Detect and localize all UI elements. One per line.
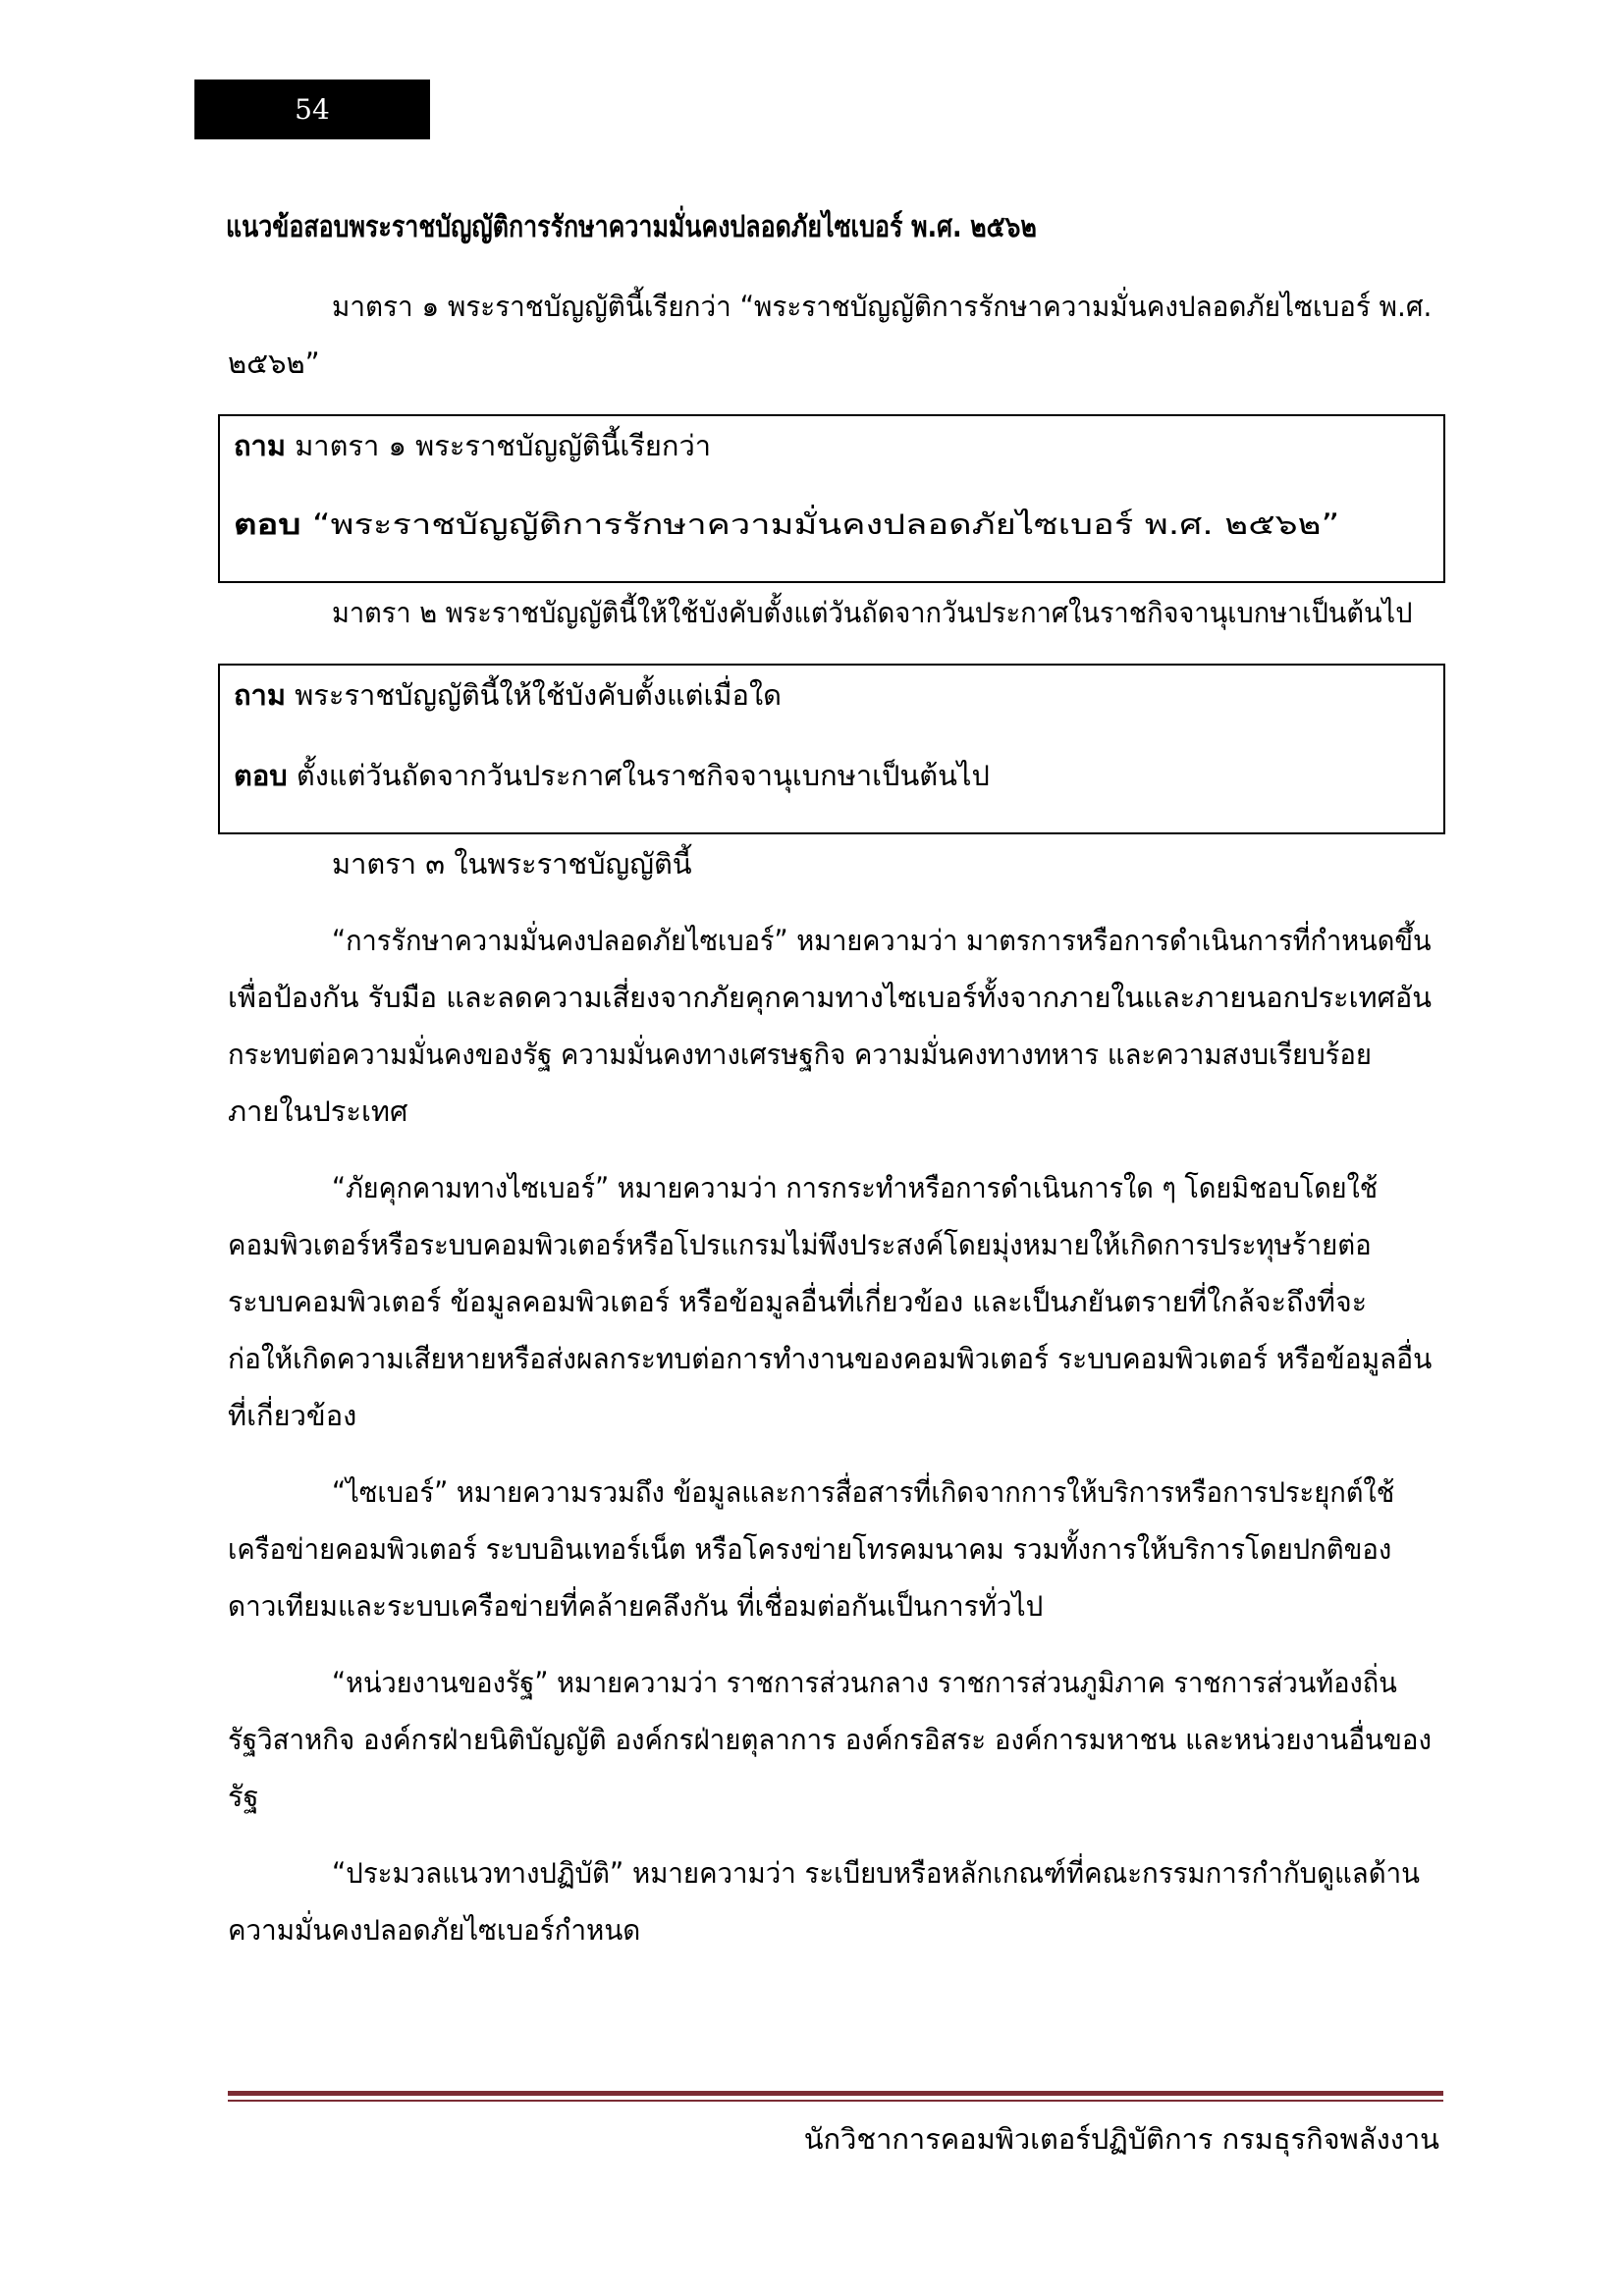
answer-text: “พระราชบัญญัติการรักษาความมั่นคงปลอดภัยไซเบอร์ พ.ศ. ๒๕๖๒” [311,507,1340,541]
section-1-line-2: ๒๕๖๒” [228,347,320,380]
section-1-line-1: มาตรา ๑ พระราชบัญญัตินี้เรียกว่า “พระราชบัญญัติการรักษาความมั่นคงปลอดภัยไซเบอร์ พ.ศ. [332,290,1433,323]
question-label: ถาม [234,429,286,462]
qa-box-2 [218,664,1445,834]
section-2-line: มาตรา ๒ พระราชบัญญัตินี้ให้ใช้บังคับตั้งแต่วันถัดจากวันประกาศในราชกิจจานุเบกษาเป็นต้นไป [332,596,1413,629]
qa-box-1 [218,414,1445,583]
footer-rule-thin [228,2100,1443,2102]
page-number-box [194,80,430,139]
definition-4-line-3: รัฐ [228,1780,259,1813]
definition-3-line-3: ดาวเทียมและระบบเครือข่ายที่คล้ายคลึงกัน ที่เชื่อมต่อกันเป็นการทั่วไป [228,1589,1044,1623]
definition-3-line-1: “ไซเบอร์” หมายความรวมถึง ข้อมูลและการสื่อสารที่เกิดจากการให้บริการหรือการประยุกต์ใช้ [332,1475,1395,1509]
definition-2-line-2: คอมพิวเตอร์หรือระบบคอมพิวเตอร์หรือโปรแกรมไม่พึงประสงค์โดยมุ่งหมายให้เกิดการประทุษร้ายต่อ [228,1228,1372,1261]
definition-1-line-3: กระทบต่อความมั่นคงของรัฐ ความมั่นคงทางเศรษฐกิจ ความมั่นคงทางทหาร และความสงบเรียบร้อย [228,1038,1372,1071]
question-label: ถาม [234,678,286,712]
question-2 [234,675,782,715]
answer-label: ตอบ [234,759,288,792]
answer-1 [234,505,1339,544]
definition-4-line-2: รัฐวิสาหกิจ องค์กรฝ่ายนิติบัญญัติ องค์กรฝ่ายตุลาการ องค์กรอิสระ องค์การมหาชน และหน่วยงานอื่นของ [228,1723,1432,1756]
definition-5-line-2: ความมั่นคงปลอดภัยไซเบอร์กำหนด [228,1913,641,1947]
footer-text: นักวิชาการคอมพิวเตอร์ปฏิบัติการ กรมธุรกิจพลังงาน [803,2122,1439,2156]
question-text: มาตรา ๑ พระราชบัญญัตินี้เรียกว่า [295,429,712,462]
question-text: พระราชบัญญัตินี้ให้ใช้บังคับตั้งแต่เมื่อใด [295,678,782,712]
footer-rule [228,2091,1443,2096]
definition-2-line-5: ที่เกี่ยวข้อง [228,1399,357,1432]
question-1 [234,426,711,465]
definition-1-line-2: เพื่อป้องกัน รับมือ และลดความเสี่ยงจากภัยคุกคามทางไซเบอร์ทั้งจากภายในและภายนอกประเทศอัน [228,981,1433,1014]
definition-2-line-1: “ภัยคุกคามทางไซเบอร์” หมายความว่า การกระทำหรือการดำเนินการใด ๆ โดยมิชอบโดยใช้ [332,1171,1379,1204]
definition-1-line-4: ภายในประเทศ [228,1095,408,1128]
section-3-intro: มาตรา ๓ ในพระราชบัญญัตินี้ [332,847,692,881]
definition-3-line-2: เครือข่ายคอมพิวเตอร์ ระบบอินเทอร์เน็ต หรือโครงข่ายโทรคมนาคม รวมทั้งการให้บริการโดยปกติของ [228,1532,1392,1566]
definition-2-line-3: ระบบคอมพิวเตอร์ ข้อมูลคอมพิวเตอร์ หรือข้อมูลอื่นที่เกี่ยวข้อง และเป็นภยันตรายที่ใกล้จะถึงที่จะ [228,1285,1368,1318]
definition-5-line-1: “ประมวลแนวทางปฏิบัติ” หมายความว่า ระเบียบหรือหลักเกณฑ์ที่คณะกรรมการกำกับดูแลด้าน [332,1856,1421,1890]
answer-text: ตั้งแต่วันถัดจากวันประกาศในราชกิจจานุเบกษาเป็นต้นไป [296,759,990,792]
page-number: 54 [295,93,330,126]
definition-2-line-4: ก่อให้เกิดความเสียหายหรือส่งผลกระทบต่อการทำงานของคอมพิวเตอร์ ระบบคอมพิวเตอร์ หรือข้อมูลอื่น [228,1342,1433,1375]
document-title: แนวข้อสอบพระราชบัญญัติการรักษาความมั่นคงปลอดภัยไซเบอร์ พ.ศ. ๒๕๖๒ [226,210,1037,244]
answer-label: ตอบ [234,507,301,541]
definition-1-line-1: “การรักษาความมั่นคงปลอดภัยไซเบอร์” หมายความว่า มาตรการหรือการดำเนินการที่กำหนดขึ้น [332,924,1432,957]
answer-2 [234,756,990,795]
definition-4-line-1: “หน่วยงานของรัฐ” หมายความว่า ราชการส่วนกลาง ราชการส่วนภูมิภาค ราชการส่วนท้องถิ่น [332,1666,1397,1699]
